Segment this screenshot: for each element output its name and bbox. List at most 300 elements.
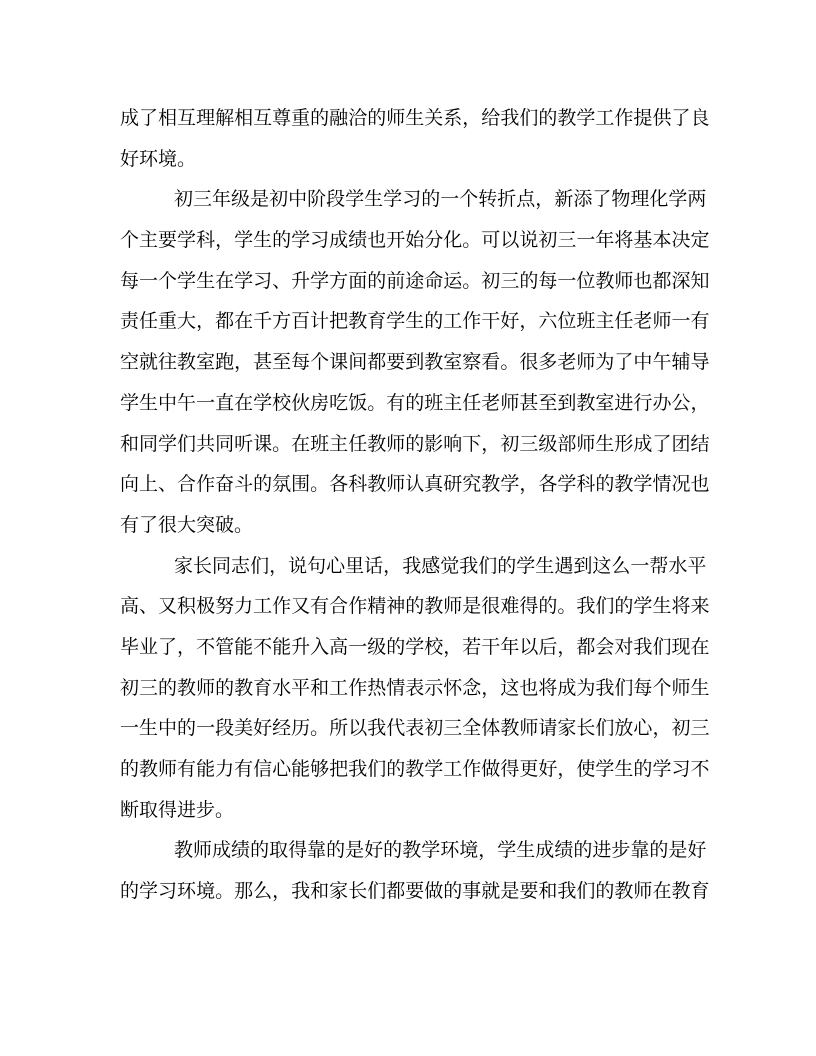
- line-char: 成: [120, 107, 140, 129]
- line-char: 听: [234, 432, 254, 455]
- line-char: 的: [215, 676, 235, 699]
- line-char: 直: [215, 391, 235, 414]
- line-char: 师: [652, 310, 672, 333]
- line-char: 究: [462, 473, 482, 496]
- line-char: 工: [443, 310, 463, 333]
- line-char: 的: [595, 473, 615, 496]
- line-char: 表: [405, 676, 425, 699]
- line-char: 到: [557, 391, 577, 414]
- line-char: 学: [424, 758, 444, 780]
- line-char: 师: [671, 676, 691, 699]
- line-char: 决: [671, 229, 691, 252]
- line-char: ，: [519, 310, 539, 333]
- line-char: ，: [690, 391, 710, 414]
- line-char: 取: [269, 839, 289, 862]
- line-char: 学: [668, 188, 688, 211]
- line-char: 师: [576, 432, 596, 455]
- line-char: 影: [424, 432, 444, 455]
- line-char: 来: [690, 595, 710, 618]
- line-char: 极: [196, 595, 216, 618]
- line-char: 新: [554, 188, 574, 211]
- line-char: 靠: [307, 839, 327, 862]
- line-char: 教: [424, 595, 444, 618]
- line-char: 本: [652, 229, 672, 252]
- line-char: 公: [671, 391, 691, 414]
- line-char: 有: [386, 391, 406, 414]
- line-char: 伙: [291, 391, 311, 414]
- line-char: 在: [690, 635, 710, 658]
- line-char: 互: [177, 107, 197, 129]
- line-char: 的: [424, 310, 444, 333]
- line-char: 我: [595, 676, 615, 699]
- line-char: 基: [633, 229, 653, 252]
- line-char: 生: [139, 391, 159, 414]
- line-char: 转: [478, 188, 498, 211]
- line-char: 学: [500, 473, 520, 496]
- line-char: 上: [139, 473, 159, 496]
- line-char: 将: [671, 595, 691, 618]
- text-line: [120, 424, 710, 465]
- line-char: 看: [481, 351, 501, 374]
- line-char: 得: [288, 839, 308, 862]
- line-char: 个: [459, 188, 479, 211]
- line-char: 能: [272, 635, 292, 658]
- line-char: 可: [481, 229, 501, 252]
- line-char: ，: [652, 717, 672, 740]
- line-char: 学: [516, 554, 536, 577]
- line-char: 三: [500, 269, 520, 292]
- line-char: 这: [500, 676, 520, 699]
- line-char: 级: [538, 432, 558, 455]
- line-char: 的: [405, 391, 425, 414]
- line-char: 能: [234, 635, 254, 658]
- line-char: 。: [500, 351, 520, 374]
- line-char: 初: [424, 717, 444, 740]
- line-char: 斗: [234, 473, 254, 496]
- text-line: [120, 708, 710, 749]
- line-char: 的: [383, 839, 403, 862]
- line-char: 那: [234, 880, 254, 903]
- line-char: 教: [595, 269, 615, 292]
- line-char: 运: [443, 269, 463, 292]
- line-char: 做: [424, 880, 444, 903]
- line-char: 一: [348, 635, 368, 658]
- line-char: 绩: [348, 229, 368, 252]
- line-char: 生: [516, 839, 536, 862]
- line-char: 百: [291, 310, 311, 333]
- line-char: 老: [633, 310, 653, 333]
- line-char: 我: [348, 758, 368, 780]
- line-char: 说: [519, 229, 539, 252]
- line-char: 学: [234, 269, 254, 292]
- line-char: 三: [557, 229, 577, 252]
- line-char: 生: [253, 229, 273, 252]
- line-char: 作: [348, 676, 368, 699]
- line-char: 前: [386, 269, 406, 292]
- line-char: 教: [234, 676, 254, 699]
- line-char: 。: [272, 432, 292, 455]
- line-char: 们: [595, 595, 615, 618]
- line-char: 在: [234, 310, 254, 333]
- line-char: 。: [215, 880, 235, 903]
- line-char: 有: [177, 758, 197, 780]
- line-char: 作: [614, 107, 634, 129]
- line-char: 好: [538, 758, 558, 780]
- line-char: 们: [367, 758, 387, 780]
- line-char: 和: [538, 880, 558, 903]
- line-char: 方: [329, 269, 349, 292]
- line-char: 到: [573, 554, 593, 577]
- line-char: 的: [326, 839, 346, 862]
- line-char: 了: [158, 635, 178, 658]
- line-char: 主: [595, 310, 615, 333]
- line-char: 下: [462, 432, 482, 455]
- line-char: 全: [462, 717, 482, 740]
- line-char: 句: [307, 554, 327, 577]
- line-char: 入: [310, 635, 330, 658]
- line-char: 中: [633, 351, 653, 374]
- line-char: 教: [348, 310, 368, 333]
- line-char: 个: [310, 351, 330, 374]
- line-char: 为: [595, 351, 615, 374]
- line-char: 高: [329, 635, 349, 658]
- line-char: 三: [690, 717, 710, 740]
- line-char: 理: [630, 188, 650, 211]
- line-char: 得: [500, 758, 520, 780]
- line-char: 初: [174, 188, 194, 211]
- line-char: 经: [272, 717, 292, 740]
- line-char: 们: [519, 107, 539, 129]
- text-line: [120, 668, 710, 709]
- line-char: ，: [462, 107, 482, 129]
- line-char: 环: [440, 839, 460, 862]
- line-char: 要: [519, 880, 539, 903]
- line-char: 不: [253, 635, 273, 658]
- line-char: 生: [652, 595, 672, 618]
- line-char: 理: [196, 107, 216, 129]
- line-char: 靠: [630, 839, 650, 862]
- line-char: 将: [614, 229, 634, 252]
- line-char: 多: [538, 351, 558, 374]
- line-char: 步: [611, 839, 631, 862]
- line-char: 师: [386, 107, 406, 129]
- line-char: 学: [177, 229, 197, 252]
- line-char: 班: [424, 391, 444, 414]
- line-char: ，: [557, 635, 577, 658]
- line-char: 段: [326, 188, 346, 211]
- line-char: 家: [329, 880, 349, 903]
- line-char: 跑: [215, 351, 235, 374]
- line-char: 命: [424, 269, 444, 292]
- line-char: 学: [386, 310, 406, 333]
- line-char: 老: [481, 391, 501, 414]
- line-char: 教: [500, 717, 520, 740]
- line-char: 一: [557, 269, 577, 292]
- line-char: 主: [329, 432, 349, 455]
- line-char: 添: [573, 188, 593, 211]
- line-char: 能: [291, 758, 311, 780]
- line-char: 家: [557, 717, 577, 740]
- line-char: ，: [269, 554, 289, 577]
- line-char: 间: [348, 351, 368, 374]
- line-char: 生: [405, 107, 425, 129]
- line-char: 们: [250, 554, 270, 577]
- line-char: 生: [405, 310, 425, 333]
- line-char: 育: [253, 676, 273, 699]
- line-char: 又: [291, 595, 311, 618]
- line-char: 么: [611, 554, 631, 577]
- line-char: ，: [177, 635, 197, 658]
- line-char: 我: [633, 635, 653, 658]
- line-char: 在: [234, 391, 254, 414]
- line-char: 解: [215, 107, 235, 129]
- line-char: 了: [592, 188, 612, 211]
- line-char: 长: [348, 880, 368, 903]
- line-char: 每: [538, 269, 558, 292]
- line-char: 学: [405, 635, 425, 658]
- line-char: 努: [215, 595, 235, 618]
- line-char: 能: [196, 758, 216, 780]
- line-char: 示: [424, 676, 444, 699]
- paragraph-4: [120, 830, 710, 911]
- line-char: 三: [193, 188, 213, 211]
- line-char: 。: [367, 391, 387, 414]
- line-char: 作: [348, 595, 368, 618]
- line-char: 境: [196, 880, 216, 903]
- line-char: 的: [573, 839, 593, 862]
- line-char: 都: [576, 635, 596, 658]
- line-char: 是: [668, 839, 688, 862]
- line-char: 行: [633, 391, 653, 414]
- text-line: [120, 342, 710, 383]
- line-char: 化: [649, 188, 669, 211]
- line-char: 就: [139, 351, 159, 374]
- line-char: 况: [671, 473, 691, 496]
- line-char: 后: [538, 635, 558, 658]
- line-char: 的: [120, 758, 140, 780]
- text-line: [120, 301, 710, 342]
- line-char: 们: [576, 880, 596, 903]
- line-char: 级: [231, 188, 251, 211]
- text-line: [120, 505, 700, 546]
- line-char: 习: [402, 188, 422, 211]
- line-char: 信: [253, 758, 273, 780]
- line-char: 折: [497, 188, 517, 211]
- line-char: 的: [497, 554, 517, 577]
- line-char: 科: [196, 229, 216, 252]
- line-char: 也: [367, 229, 387, 252]
- line-char: 察: [462, 351, 482, 374]
- line-char: 室: [443, 351, 463, 374]
- line-char: 有: [310, 595, 330, 618]
- line-char: 学: [253, 391, 273, 414]
- line-char: 师: [386, 473, 406, 496]
- line-char: 主: [139, 229, 159, 252]
- line-char: 了: [652, 432, 672, 455]
- line-char: 也: [633, 269, 653, 292]
- line-char: 。: [462, 269, 482, 292]
- line-char: 不: [196, 635, 216, 658]
- line-char: 成: [535, 839, 555, 862]
- paragraph-1: [120, 98, 710, 179]
- line-char: 事: [462, 880, 482, 903]
- line-char: 作: [462, 758, 482, 780]
- line-char: 作: [462, 310, 482, 333]
- line-char: 很: [519, 351, 539, 374]
- line-char: 同: [212, 554, 232, 577]
- line-char: 绩: [231, 839, 251, 862]
- line-char: 们: [177, 432, 197, 455]
- line-char: 三: [519, 432, 539, 455]
- document-body: [120, 98, 710, 912]
- line-char: 合: [329, 595, 349, 618]
- line-char: 们: [595, 717, 615, 740]
- line-char: 们: [614, 676, 634, 699]
- line-char: 中: [158, 391, 178, 414]
- line-char: 重: [291, 107, 311, 129]
- line-char: 不: [690, 758, 710, 780]
- line-char: 力: [234, 595, 254, 618]
- text-line: [120, 464, 710, 505]
- line-char: 计: [310, 310, 330, 333]
- line-char: 教: [424, 351, 444, 374]
- line-char: 在: [215, 269, 235, 292]
- line-char: ，: [196, 310, 216, 333]
- line-char: 是: [250, 188, 270, 211]
- line-char: 研: [443, 473, 463, 496]
- line-char: 师: [500, 391, 520, 414]
- line-char: 尊: [272, 107, 292, 129]
- line-char: 师: [633, 880, 653, 903]
- line-char: 若: [462, 635, 482, 658]
- line-char: 中: [288, 188, 308, 211]
- line-char: 现: [671, 635, 691, 658]
- line-char: 一: [576, 229, 596, 252]
- line-char: 作: [272, 595, 292, 618]
- line-char: 念: [462, 676, 482, 699]
- line-char: 感: [421, 554, 441, 577]
- line-char: 阶: [307, 188, 327, 211]
- line-char: 在: [291, 432, 311, 455]
- paragraph-2: [120, 179, 710, 545]
- line-char: 里: [345, 554, 365, 577]
- line-char: 学: [177, 269, 197, 292]
- line-char: 这: [592, 554, 612, 577]
- line-char: 习: [158, 880, 178, 903]
- text-line: [120, 139, 700, 180]
- line-char: 初: [671, 717, 691, 740]
- line-char: 家: [174, 554, 194, 577]
- line-char: 在: [652, 880, 672, 903]
- line-char: 又: [158, 595, 178, 618]
- line-char: 向: [120, 473, 140, 496]
- line-char: 洽: [348, 107, 368, 129]
- line-char: 方: [272, 310, 292, 333]
- line-char: 六: [538, 310, 558, 333]
- line-char: 饭: [348, 391, 368, 414]
- line-char: 大: [177, 310, 197, 333]
- line-char: 互: [253, 107, 273, 129]
- line-char: 心: [326, 554, 346, 577]
- line-char: 学: [139, 880, 159, 903]
- line-char: 深: [671, 269, 691, 292]
- line-char: 教: [174, 839, 194, 862]
- line-char: 的: [633, 758, 653, 780]
- line-char: 积: [177, 595, 197, 618]
- line-char: 教: [481, 473, 501, 496]
- line-char: 情: [386, 676, 406, 699]
- line-char: 也: [519, 676, 539, 699]
- line-char: 给: [481, 107, 501, 129]
- line-char: 开: [386, 229, 406, 252]
- line-char: 师: [386, 432, 406, 455]
- line-char: 生: [595, 432, 615, 455]
- line-char: 的: [595, 880, 615, 903]
- line-text: 好环境。: [120, 147, 197, 170]
- line-char: 共: [196, 432, 216, 455]
- line-char: 成: [329, 229, 349, 252]
- line-char: 提: [633, 107, 653, 129]
- line-char: 的: [421, 188, 441, 211]
- line-char: 辅: [671, 351, 691, 374]
- line-char: 任: [614, 310, 634, 333]
- line-char: 认: [405, 473, 425, 496]
- line-char: 初: [500, 432, 520, 455]
- line-char: 进: [592, 839, 612, 862]
- line-char: 的: [443, 880, 463, 903]
- line-char: 关: [424, 107, 444, 129]
- line-char: 了: [139, 107, 159, 129]
- line-char: 真: [424, 473, 444, 496]
- line-char: 师: [614, 269, 634, 292]
- line-char: 教: [614, 473, 634, 496]
- line-char: 室: [595, 391, 615, 414]
- line-char: 科: [348, 473, 368, 496]
- line-char: 干: [481, 635, 501, 658]
- line-char: 重: [158, 310, 178, 333]
- text-line: [120, 220, 710, 261]
- line-char: 够: [310, 758, 330, 780]
- line-char: 表: [405, 717, 425, 740]
- line-char: 生: [139, 717, 159, 740]
- line-char: 师: [158, 758, 178, 780]
- line-char: 位: [557, 310, 577, 333]
- line-char: 心: [633, 717, 653, 740]
- line-char: 我: [576, 595, 596, 618]
- line-char: 教: [367, 473, 387, 496]
- line-char: 好: [364, 839, 384, 862]
- line-char: 习: [310, 229, 330, 252]
- line-char: 。: [310, 473, 330, 496]
- text-line: [120, 98, 710, 139]
- line-char: 有: [234, 758, 254, 780]
- line-char: 我: [459, 554, 479, 577]
- line-char: 三: [443, 717, 463, 740]
- line-char: 么: [253, 880, 273, 903]
- line-char: 的: [386, 758, 406, 780]
- line-char: 两: [687, 188, 707, 211]
- line-char: 历: [291, 717, 311, 740]
- line-char: ，: [234, 351, 254, 374]
- line-char: 和: [310, 880, 330, 903]
- line-char: 三: [139, 676, 159, 699]
- line-char: 学: [557, 473, 577, 496]
- line-char: 习: [253, 269, 273, 292]
- line-char: 教: [614, 880, 634, 903]
- line-char: 空: [120, 351, 140, 374]
- line-char: 响: [443, 432, 463, 455]
- line-char: 们: [367, 880, 387, 903]
